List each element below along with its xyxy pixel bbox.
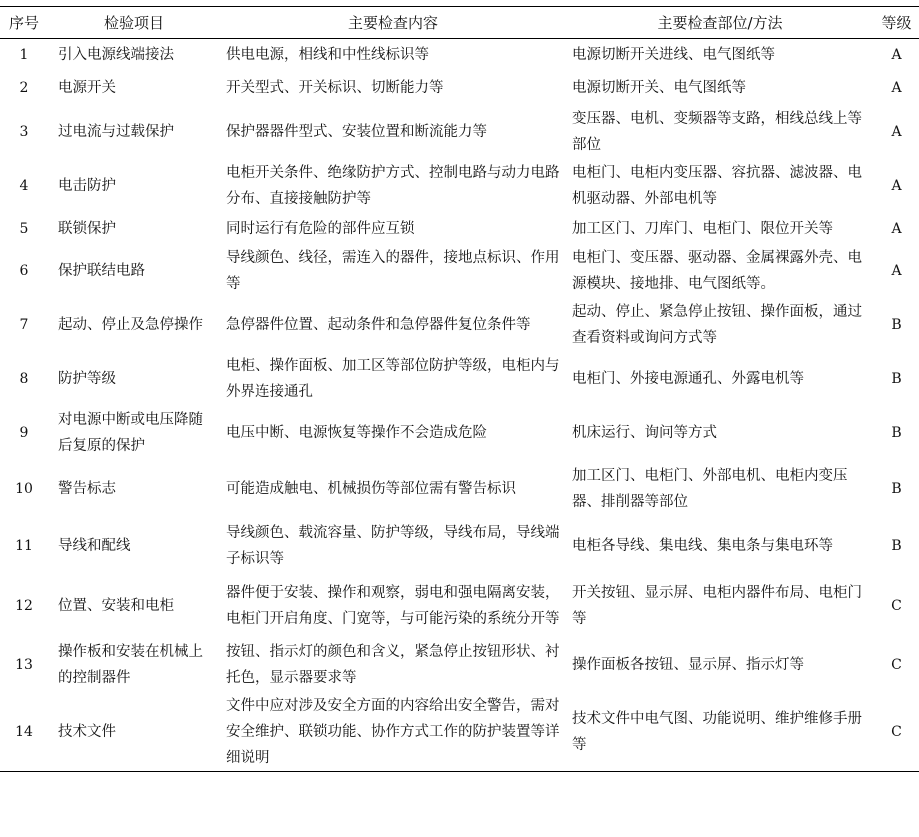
- cell-no: 11: [15, 537, 33, 554]
- cell-content: 同时运行有危险的部件应互锁: [226, 220, 415, 237]
- cell-item: 技术文件: [48, 693, 220, 772]
- cell-content: 器件便于安装、操作和观察，弱电和强电隔离安装，电柜门开启角度、门宽等，与可能污染的系统分开等: [226, 584, 560, 627]
- cell-grade: A: [891, 46, 902, 63]
- table-row: [0, 575, 919, 637]
- header-item: 检验项目: [48, 7, 220, 39]
- cell-no: 12: [15, 597, 33, 614]
- table-row: [0, 245, 919, 297]
- cell-grade: B: [891, 424, 902, 441]
- cell-content: 供电电源，相线和中性线标识等: [226, 46, 429, 63]
- cell-no: 10: [15, 480, 33, 497]
- cell-content: 开关型式、开关标识、切断能力等: [226, 79, 444, 96]
- cell-method: 变压器、电机、变频器等支路，相线总线上等部位: [572, 110, 862, 153]
- table-row: [0, 39, 919, 71]
- cell-content: 电柜开关条件、绝缘防护方式、控制电路与动力电路分布、直接接触防护等: [226, 164, 560, 207]
- cell-method: 机床运行、询问等方式: [572, 424, 717, 441]
- cell-no: 13: [15, 656, 33, 673]
- table-header-row: [0, 7, 919, 39]
- cell-item: 电击防护: [58, 177, 116, 194]
- cell-item: 操作板和安装在机械上的控制器件: [58, 643, 203, 686]
- cell-no: 6: [19, 262, 29, 279]
- table-row: [0, 71, 919, 105]
- cell-item: 起动、停止及急停操作: [58, 316, 203, 333]
- table-row: [0, 517, 919, 575]
- cell-method: 开关按钮、显示屏、电柜内器件布局、电柜门等: [572, 584, 862, 627]
- header-method: 主要检查部位/方法: [566, 7, 874, 39]
- cell-item: 电源开关: [58, 79, 116, 96]
- table-row: [0, 159, 919, 213]
- header-content: 主要检查内容: [220, 7, 566, 39]
- cell-method: 电柜门、外接电源通孔、外露电机等: [572, 370, 804, 387]
- cell-grade: C: [891, 656, 902, 673]
- cell-method: 加工区门、电柜门、外部电机、电柜内变压器、排削器等部位: [572, 467, 848, 510]
- cell-no: 9: [19, 424, 29, 441]
- cell-method: 电源切断开关进线、电气图纸等: [572, 46, 775, 63]
- cell-grade: B: [891, 316, 902, 333]
- cell-method: 起动、停止、紧急停止按钮、操作面板，通过查看资料或询问方式等: [572, 303, 862, 346]
- cell-method: 电柜门、变压器、驱动器、金属裸露外壳、电源模块、接地排、电气图纸等。: [572, 249, 862, 292]
- table-row: [0, 693, 919, 772]
- cell-item: 对电源中断或电压降随后复原的保护: [58, 411, 203, 454]
- cell-no: 14: [0, 693, 48, 772]
- cell-no: 2: [19, 79, 29, 96]
- cell-method: 电柜各导线、集电线、集电条与集电环等: [572, 537, 833, 554]
- cell-no: 8: [19, 370, 29, 387]
- cell-content: 保护器器件型式、安装位置和断流能力等: [226, 123, 487, 140]
- table-row: [0, 405, 919, 461]
- cell-content: 导线颜色、线径，需连入的器件，接地点标识、作用等: [226, 249, 560, 292]
- cell-item: 过电流与过载保护: [58, 123, 174, 140]
- cell-no: 5: [19, 220, 29, 237]
- cell-content: 导线颜色、载流容量、防护等级，导线布局，导线端子标识等: [226, 524, 560, 567]
- cell-item: 保护联结电路: [58, 262, 145, 279]
- cell-grade: B: [891, 370, 902, 387]
- cell-content: 急停器件位置、起动条件和急停器件复位条件等: [226, 316, 531, 333]
- cell-content: 电压中断、电源恢复等操作不会造成危险: [226, 424, 487, 441]
- cell-item: 位置、安装和电柜: [58, 597, 174, 614]
- cell-grade: A: [891, 262, 902, 279]
- header-no: 序号: [0, 7, 48, 39]
- cell-content: 文件中应对涉及安全方面的内容给出安全警告，需对安全维护、联锁功能、协作方式工作的防护装置等详细说明: [220, 693, 566, 772]
- cell-no: 3: [19, 123, 29, 140]
- table-row: [0, 297, 919, 353]
- cell-method: 加工区门、刀库门、电柜门、限位开关等: [572, 220, 833, 237]
- cell-item: 导线和配线: [58, 537, 131, 554]
- cell-item: 防护等级: [58, 370, 116, 387]
- cell-grade: A: [891, 79, 902, 96]
- cell-method: 电源切断开关、电气图纸等: [572, 79, 746, 96]
- cell-grade: C: [891, 597, 902, 614]
- cell-method: 电柜门、电柜内变压器、容抗器、滤波器、电机驱动器、外部电机等: [572, 164, 862, 207]
- cell-grade: A: [891, 123, 902, 140]
- cell-grade: A: [891, 177, 902, 194]
- cell-content: 可能造成触电、机械损伤等部位需有警告标识: [226, 480, 516, 497]
- table-row: [0, 213, 919, 245]
- cell-content: 电柜、操作面板、加工区等部位防护等级，电柜内与外界连接通孔: [226, 357, 560, 400]
- cell-item: 联锁保护: [58, 220, 116, 237]
- table-row: [0, 461, 919, 517]
- cell-grade: C: [874, 693, 919, 772]
- table-row: [0, 105, 919, 159]
- cell-item: 引入电源线端接法: [58, 46, 174, 63]
- table-row: [0, 637, 919, 693]
- table-row: [0, 353, 919, 405]
- cell-method: 操作面板各按钮、显示屏、指示灯等: [572, 656, 804, 673]
- cell-no: 4: [19, 177, 29, 194]
- cell-no: 7: [19, 316, 29, 333]
- cell-grade: B: [891, 480, 902, 497]
- cell-grade: B: [891, 537, 902, 554]
- cell-method: 技术文件中电气图、功能说明、维护维修手册等: [566, 693, 874, 772]
- cell-item: 警告标志: [58, 480, 116, 497]
- cell-content: 按钮、指示灯的颜色和含义，紧急停止按钮形状、衬托色，显示器要求等: [226, 643, 560, 686]
- cell-grade: A: [891, 220, 902, 237]
- cell-no: 1: [19, 46, 29, 63]
- inspection-table: [0, 6, 919, 772]
- header-grade: 等级: [874, 7, 919, 39]
